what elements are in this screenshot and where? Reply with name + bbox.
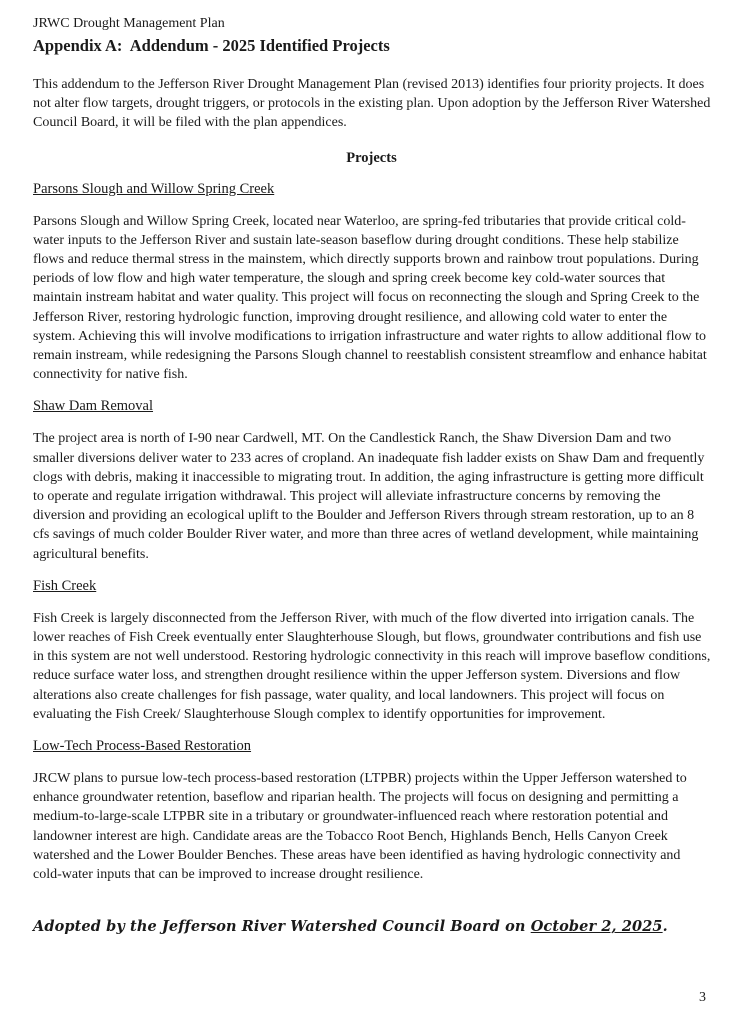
section-shaw-dam-removal xyxy=(33,398,710,563)
adoption-date: October 2, 2025 xyxy=(530,918,663,936)
adoption-statement xyxy=(33,918,710,935)
section-body-shaw-dam-removal: The project area is north of I-90 near Cardwell, MT. On the Candlestick Ranch, the Shaw Diversion Dam and two smaller diversions deliver water to 233 acres of cropland. An inadequate fish ladder exists on Shaw Dam and frequently clogs with debris, making it inaccessible to migrating trout. In addition, the aging infrastructure is getting more difficult to operate and regulate irrigation withdrawal. This project will alleviate infrastructure concerns by removing the diversion and providing an ecological uplift to the Boulder and Jefferson Rivers through stream restoration, up to an 8 cfs savings of much colder Boulder River water, and more than three acres of wetland development, while maintaining agricultural benefits. xyxy=(33,431,705,562)
page-number: 3 xyxy=(699,990,706,1005)
appendix-title: Appendix A: Addendum - 2025 Identified Projects xyxy=(33,36,390,55)
projects-heading: Projects xyxy=(346,149,397,166)
section-heading-shaw-dam-removal: Shaw Dam Removal xyxy=(33,398,154,415)
section-fish-creek xyxy=(33,578,710,724)
section-body-parsons-slough: Parsons Slough and Willow Spring Creek, located near Waterloo, are spring-fed tributaries that provide critical cold-water inputs to the Jefferson River and sustain late-season baseflow during drought conditions. These help stabilize flows and reduce thermal stress in the mainstem, which directly supports brown and rainbow trout populations. During periods of low flow and high water temperature, the slough and spring creek become key cold-water sources that maintain instream habitat and water quality. This project will focus on reconnecting the slough and Spring Creek to the Jefferson River, restoring hydrologic function, improving drought resilience, and allowing cold water to enter the system. Achieving this will involve modifications to irrigation infrastructure and water rights to allow additional flow to remain instream, while redesigning the Parsons Slough channel to reestablish consistent streamflow and enhance habitat connectivity for native fish. xyxy=(33,213,707,383)
adoption-statement-suffix: . xyxy=(662,918,668,936)
section-body-low-tech-restoration: JRCW plans to pursue low-tech process-based restoration (LTPBR) projects within the Upper Jefferson watershed to enhance groundwater retention, baseflow and riparian health. The projects will focus on designing and permitting a medium-to-large-scale LTPBR site in a tributary or groundwater-influenced reach where restoration potential and landowner interest are high. Candidate areas are the Tobacco Root Bench, Highlands Bench, Hells Canyon Creek watershed and the Lower Boulder Benches. These areas have been identified as having hydrologic connectivity and cold-water inputs that can be improved to increase drought resilience. xyxy=(33,771,687,883)
intro-paragraph: This addendum to the Jefferson River Drought Management Plan (revised 2013) identifies four priority projects. It does not alter flow targets, drought triggers, or protocols in the existing plan. Upon adoption by the Jefferson River Watershed Council Board, it will be filed with the plan appendices. xyxy=(33,77,711,131)
section-heading-parsons-slough: Parsons Slough and Willow Spring Creek xyxy=(33,180,275,197)
section-heading-fish-creek: Fish Creek xyxy=(33,577,97,594)
adoption-statement-prefix: Adopted by the Jefferson River Watershed Council Board on xyxy=(33,918,531,936)
section-body-fish-creek: Fish Creek is largely disconnected from the Jefferson River, with much of the flow diverted into irrigation canals. The lower reaches of Fish Creek eventually enter Slaughterhouse Slough, but flows, groundwater contributions and fish use in this system are not well understood. Restoring hydrologic connectivity in this reach will improve baseflow conditions, reduce surface water loss, and strengthen drought resilience within the upper Jefferson system. Diversions and flow alterations also create challenges for fish passage, water quality, and local landowners. This project will focus on evaluating the Fish Creek/ Slaughterhouse Slough complex to identify opportunities for improvement. xyxy=(33,610,711,722)
plan-title: JRWC Drought Management Plan xyxy=(33,16,225,31)
section-low-tech-restoration xyxy=(33,738,710,884)
section-parsons-slough xyxy=(33,181,710,385)
section-heading-low-tech-restoration: Low-Tech Process-Based Restoration xyxy=(33,738,252,755)
